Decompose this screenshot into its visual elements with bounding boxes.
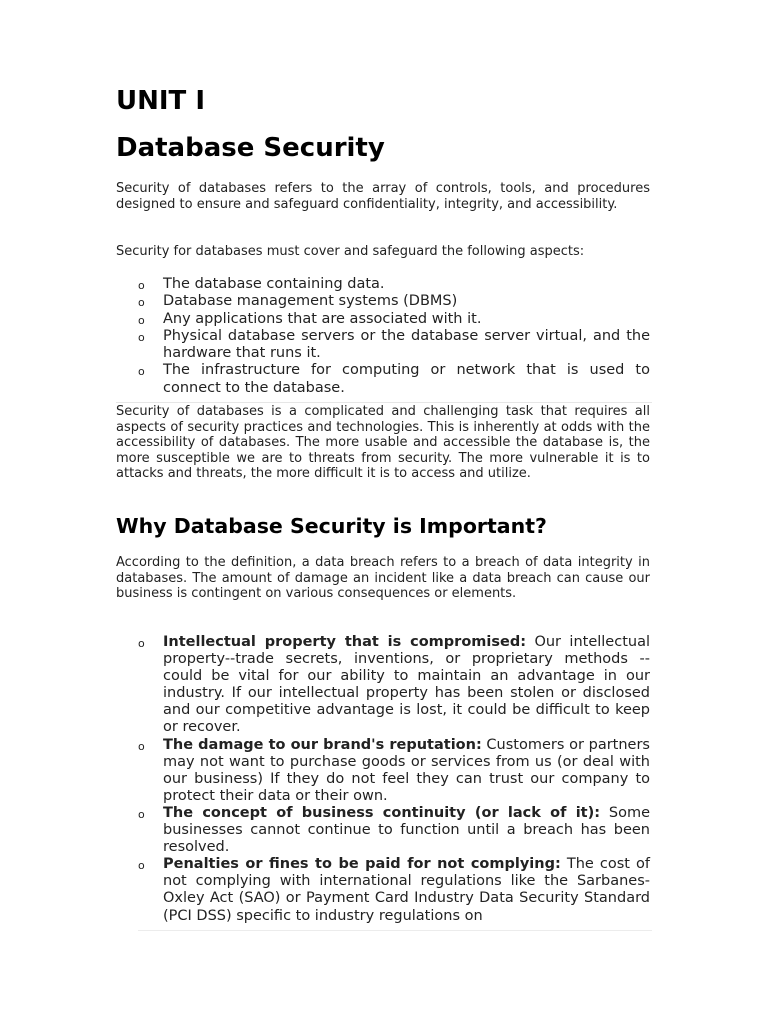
list-item-text: Customers or partners may not want to purchase goods or services from us (or deal with our business) If they do not feel they can trust our company to protect their data or their own. xyxy=(163,736,650,804)
aspects-list xyxy=(138,276,650,397)
section-heading: Why Database Security is Important? xyxy=(116,514,547,538)
list-item xyxy=(138,737,650,805)
unit-title: UNIT I xyxy=(116,86,206,116)
list-item xyxy=(138,311,650,328)
list-item xyxy=(138,805,650,856)
list-item-title: The concept of business continuity (or lack of it): xyxy=(163,804,601,821)
list-item xyxy=(138,276,650,293)
list-item-text: Any applications that are associated with it. xyxy=(163,310,482,327)
bullet-icon: o xyxy=(138,330,145,344)
list-item-text: Database management systems (DBMS) xyxy=(163,293,458,310)
bullet-icon: o xyxy=(138,313,145,327)
list-item xyxy=(138,293,650,310)
list-item-title: Penalties or fines to be paid for not complying: xyxy=(163,856,561,873)
list-item-text: Some businesses cannot continue to function until a breach has been resolved. xyxy=(163,804,650,856)
importance-list xyxy=(138,634,650,925)
divider xyxy=(116,402,652,403)
bullet-icon: o xyxy=(138,859,145,873)
bullet-icon: o xyxy=(138,279,145,292)
bullet-icon: o xyxy=(138,296,145,310)
list-item-title: Intellectual property that is compromised: xyxy=(163,634,527,650)
list-item-text: The infrastructure for computing or network that is used to connect to the database. xyxy=(163,362,650,396)
list-item-text: Our intellectual property--trade secrets, inventions, or proprietary methods -- could be vital for our ability to maintain an advantage in our industry. If our intellectual property has been stolen or disclosed and our competitive advantage is lost, it could be difficult to keep or recover. xyxy=(163,634,650,736)
aspects-intro-paragraph: Security for databases must cover and safeguard the following aspects: xyxy=(116,244,585,259)
list-item-text: The database containing data. xyxy=(163,276,385,292)
breach-paragraph: According to the definition, a data breach refers to a breach of data integrity in databases. The amount of damage an incident like a data breach can cause our business is contingent on various consequences or elements. xyxy=(116,555,650,602)
bullet-icon: o xyxy=(138,807,145,821)
intro-paragraph: Security of databases refers to the array of controls, tools, and procedures designed to ensure and safeguard confidentiality, integrity, and accessibility. xyxy=(116,181,650,212)
list-item-text: Physical database servers or the database server virtual, and the hardware that runs it. xyxy=(163,327,650,362)
list-item xyxy=(138,634,650,737)
list-item-text: The cost of not complying with international regulations like the Sarbanes-Oxley Act (SAO) or Payment Card Industry Data Security Standard (PCI DSS) specific to industry regulations on xyxy=(163,856,650,924)
complexity-paragraph: Security of databases is a complicated and challenging task that requires all aspects of security practices and technologies. This is inherently at odds with the accessibility of databases. The more usable and accessible the database is, the more susceptible we are to threats from security. The more vulnerable it is to attacks and threats, the more difficult it is to access and utilize. xyxy=(116,404,650,482)
list-item xyxy=(138,328,650,363)
list-item-title: The damage to our brand's reputation: xyxy=(163,736,482,753)
list-item xyxy=(138,856,650,924)
divider xyxy=(138,930,652,931)
bullet-icon: o xyxy=(138,365,145,379)
bullet-icon: o xyxy=(138,637,145,650)
list-item xyxy=(138,362,650,397)
document-title: Database Security xyxy=(116,133,385,163)
bullet-icon: o xyxy=(138,739,145,753)
